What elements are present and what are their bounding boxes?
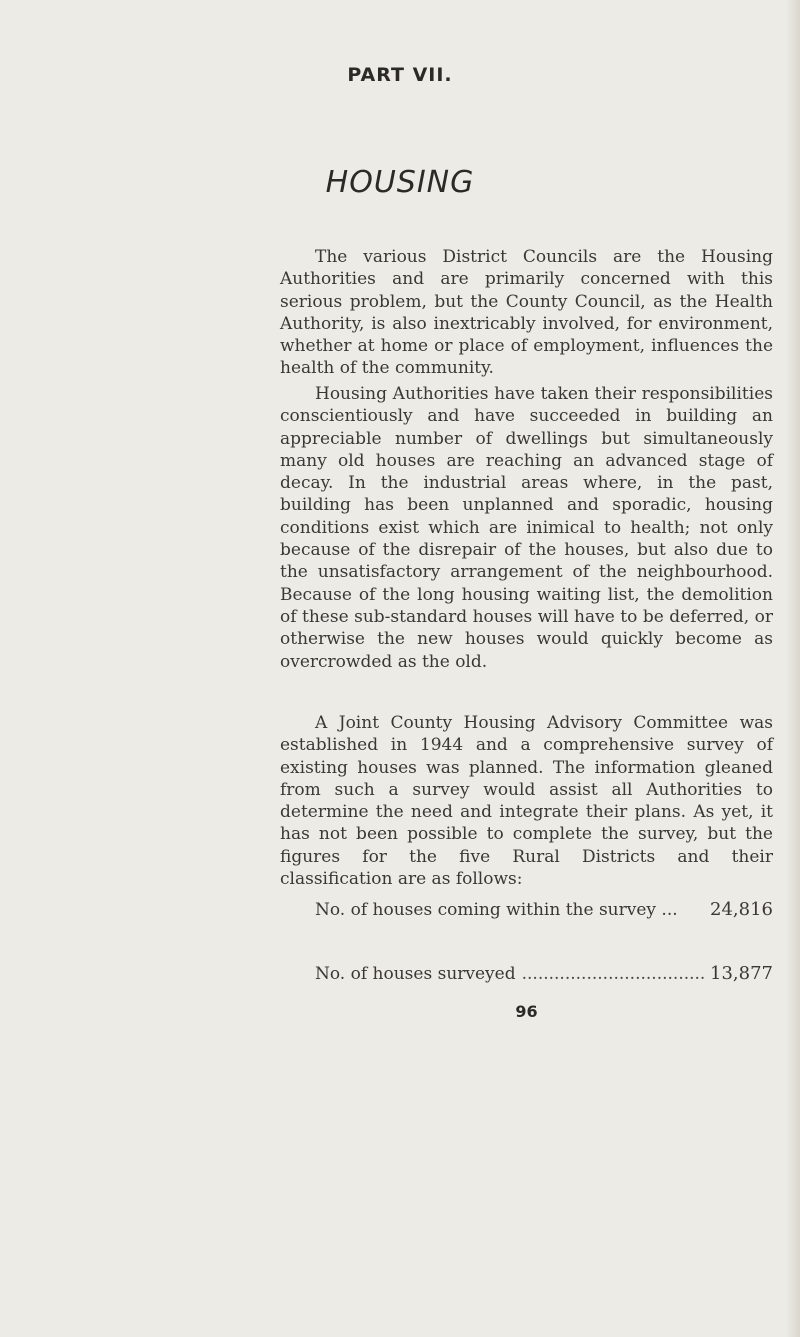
paragraph-housing-authorities: Housing Authorities have taken their responsibilities conscientiously and have succeeded in building an appreciable number of dwellings but simultaneously many old houses are reaching an advanced stage of decay. In the industrial areas where, in the past, building has been unplanned and sporadic, housing conditions exist which are inimical to health; not only because of the disrepair of the houses, but also due to the unsatisfactory arrangement of the neighbourhood. Because of the long housing waiting list, the demolition of these sub-standard houses will have to be deferred, or otherwise the new houses would quickly become as overcrowded as the old. [280, 384, 773, 672]
dot-leader [522, 964, 704, 984]
page-number: 96 [515, 1002, 538, 1021]
paragraph-councils: The various District Councils are the Housing Authorities and are primarily concerned with this serious problem, but the County Council, as the Health Authority, is also inextricably involved, for environment, whether at home or place of employment, influences the health of the community. [280, 247, 773, 379]
part-heading: PART VII. [347, 64, 453, 86]
stat-label: No. of houses surveyed [315, 964, 516, 984]
stat-label: No. of houses coming within the survey ... [315, 900, 678, 920]
stat-value: 24,816 [710, 899, 773, 920]
stat-row-houses-in-survey [280, 899, 773, 920]
section-title: HOUSING [325, 165, 475, 200]
stat-value: 13,877 [710, 963, 773, 984]
stat-row-houses-surveyed [280, 963, 773, 984]
paragraph-joint-committee: A Joint County Housing Advisory Committee was established in 1944 and a comprehensive survey of existing houses was planned. The information gleaned from such a survey would assist all Authorities to determine the need and integrate their plans. As yet, it has not been possible to complete the survey, but the figures for the five Rural Districts and their classification are as follows: [280, 713, 773, 890]
page-edge-shadow [786, 0, 800, 1337]
